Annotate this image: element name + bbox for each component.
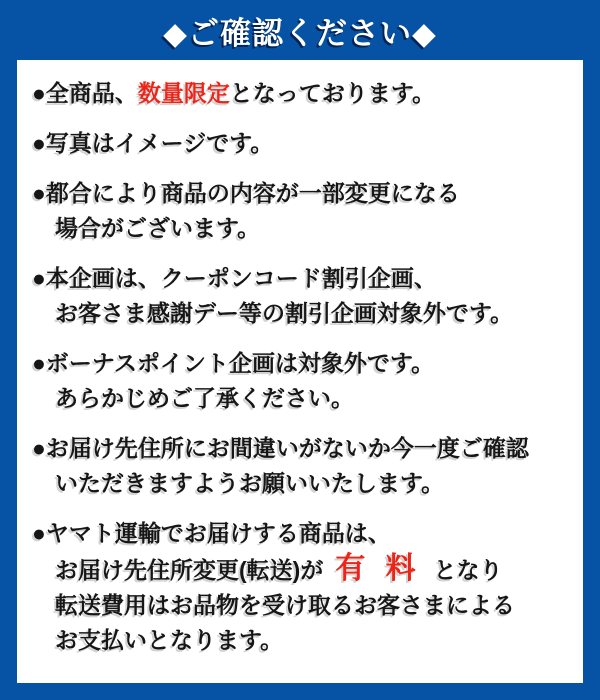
notice-text: 場合がございます。 xyxy=(55,215,261,241)
notice-line xyxy=(32,381,571,416)
notice-text: ●全商品、 xyxy=(32,80,138,106)
notice-line xyxy=(32,551,571,588)
notice-text: となり xyxy=(433,557,503,583)
notice-item xyxy=(32,176,571,246)
notice-text: ●ヤマト運輸でお届けする商品は、 xyxy=(32,520,391,546)
notice-panel xyxy=(17,60,583,683)
notice-text: お届け先住所変更(転送)が xyxy=(55,557,324,583)
notice-text: ●写真はイメージです。 xyxy=(32,130,274,156)
notice-line xyxy=(32,346,571,381)
notice-line xyxy=(32,623,571,658)
highlight-red-text: 数量限定 xyxy=(137,80,230,106)
notice-text: お客さま感謝デー等の割引企画対象外です。 xyxy=(55,300,514,326)
notice-line xyxy=(32,431,571,466)
notice-text: ●ボーナスポイント企画は対象外です。 xyxy=(32,350,435,376)
notice-item xyxy=(32,76,571,111)
notice-text: となっております。 xyxy=(229,80,436,106)
notice-line xyxy=(32,516,571,551)
notice-text: お支払いとなります。 xyxy=(55,627,284,653)
notice-text: ●都合により商品の内容が一部変更になる xyxy=(32,180,460,206)
notice-line xyxy=(32,261,571,296)
notice-item xyxy=(32,516,571,658)
notice-line xyxy=(32,126,571,161)
notice-line xyxy=(32,296,571,331)
notice-line xyxy=(32,466,571,501)
banner-title: ◆ご確認ください◆ xyxy=(163,15,437,51)
notice-item xyxy=(32,261,571,331)
notice-item xyxy=(32,346,571,416)
notice-line xyxy=(32,176,571,211)
notice-line xyxy=(32,211,571,246)
notice-line xyxy=(32,588,571,623)
notice-text: いただきますようお願いいたします。 xyxy=(55,470,445,496)
notice-item xyxy=(32,431,571,501)
notice-text: ●本企画は、クーポンコード割引企画、 xyxy=(32,265,437,291)
notice-text: 転送費用はお品物を受け取るお客さまによる xyxy=(55,592,515,618)
banner-header xyxy=(0,0,600,60)
notice-text: あらかじめご了承ください。 xyxy=(55,385,354,411)
highlight-red-large-text: 有 料 xyxy=(335,552,422,585)
notice-text: ●お届け先住所にお間違いがないか今一度ご確認 xyxy=(32,435,529,461)
notice-line xyxy=(32,76,571,111)
notice-item xyxy=(32,126,571,161)
